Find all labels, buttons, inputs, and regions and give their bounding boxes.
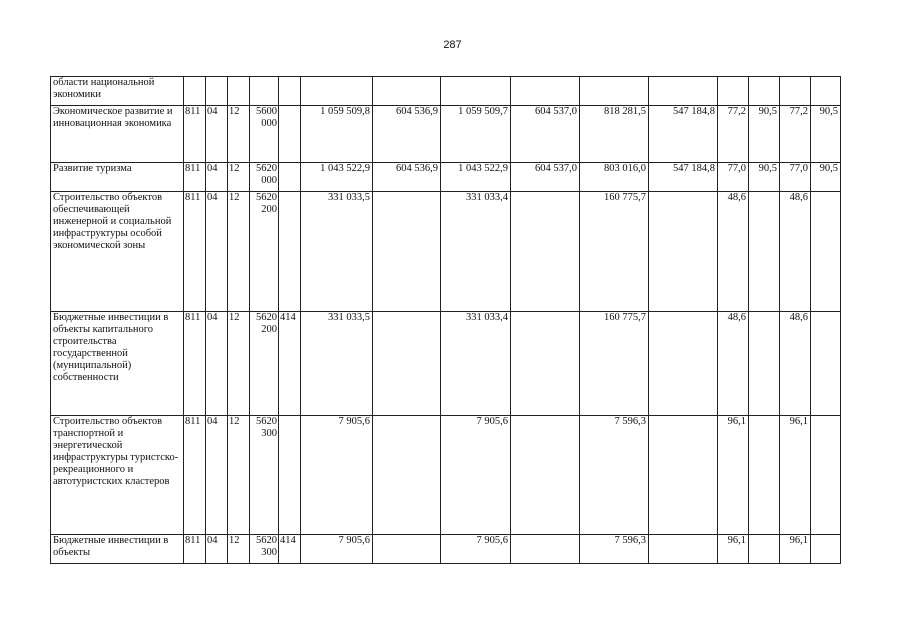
ved-code — [184, 77, 206, 106]
target-article-code: 5620 200 — [250, 312, 279, 416]
ved-code: 811 — [184, 312, 206, 416]
value-5: 818 281,5 — [580, 106, 649, 163]
percent-1: 77,0 — [718, 163, 749, 192]
ved-code: 811 — [184, 535, 206, 564]
percent-1: 96,1 — [718, 416, 749, 535]
value-3: 1 059 509,7 — [441, 106, 511, 163]
subsection-code: 12 — [228, 312, 250, 416]
value-5: 160 775,7 — [580, 192, 649, 312]
value-1: 1 043 522,9 — [301, 163, 373, 192]
percent-2 — [749, 312, 780, 416]
row-name: Экономическое развитие и инновационная экономика — [51, 106, 184, 163]
value-2 — [373, 192, 441, 312]
value-3: 1 043 522,9 — [441, 163, 511, 192]
value-4 — [511, 192, 580, 312]
percent-3 — [780, 77, 811, 106]
table-row — [51, 163, 841, 192]
percent-1: 48,6 — [718, 192, 749, 312]
percent-1: 48,6 — [718, 312, 749, 416]
percent-2 — [749, 416, 780, 535]
value-5: 803 016,0 — [580, 163, 649, 192]
percent-3: 48,6 — [780, 192, 811, 312]
value-3: 331 033,4 — [441, 192, 511, 312]
ved-code: 811 — [184, 416, 206, 535]
percent-4 — [811, 77, 841, 106]
value-2 — [373, 535, 441, 564]
subsection-code: 12 — [228, 192, 250, 312]
value-2: 604 536,9 — [373, 163, 441, 192]
percent-1: 77,2 — [718, 106, 749, 163]
percent-4 — [811, 312, 841, 416]
value-3: 331 033,4 — [441, 312, 511, 416]
expense-type-code — [279, 77, 301, 106]
value-6 — [649, 416, 718, 535]
value-1: 1 059 509,8 — [301, 106, 373, 163]
value-1: 331 033,5 — [301, 192, 373, 312]
percent-2 — [749, 77, 780, 106]
expense-type-code — [279, 416, 301, 535]
table-row — [51, 77, 841, 106]
section-code: 04 — [206, 312, 228, 416]
value-4 — [511, 535, 580, 564]
target-article-code: 5600 000 — [250, 106, 279, 163]
percent-1 — [718, 77, 749, 106]
value-4 — [511, 312, 580, 416]
ved-code: 811 — [184, 106, 206, 163]
subsection-code — [228, 77, 250, 106]
row-name: Развитие туризма — [51, 163, 184, 192]
ved-code: 811 — [184, 163, 206, 192]
percent-4 — [811, 535, 841, 564]
value-1: 7 905,6 — [301, 416, 373, 535]
subsection-code: 12 — [228, 106, 250, 163]
subsection-code: 12 — [228, 163, 250, 192]
value-6 — [649, 312, 718, 416]
table-row — [51, 312, 841, 416]
percent-3: 48,6 — [780, 312, 811, 416]
percent-3: 96,1 — [780, 416, 811, 535]
row-name: Бюджетные инвестиции в объекты капитального строительства государственной (муниципальной) собственности — [51, 312, 184, 416]
value-5: 7 596,3 — [580, 416, 649, 535]
percent-2: 90,5 — [749, 106, 780, 163]
table-row — [51, 535, 841, 564]
section-code: 04 — [206, 163, 228, 192]
value-5: 7 596,3 — [580, 535, 649, 564]
value-6 — [649, 77, 718, 106]
expense-type-code — [279, 163, 301, 192]
percent-4: 90,5 — [811, 163, 841, 192]
target-article-code: 5620 300 — [250, 416, 279, 535]
value-3: 7 905,6 — [441, 535, 511, 564]
value-6: 547 184,8 — [649, 163, 718, 192]
value-2 — [373, 312, 441, 416]
section-code: 04 — [206, 535, 228, 564]
value-3: 7 905,6 — [441, 416, 511, 535]
value-1 — [301, 77, 373, 106]
target-article-code — [250, 77, 279, 106]
percent-2: 90,5 — [749, 163, 780, 192]
value-5 — [580, 77, 649, 106]
value-3 — [441, 77, 511, 106]
value-4: 604 537,0 — [511, 163, 580, 192]
percent-3: 96,1 — [780, 535, 811, 564]
subsection-code: 12 — [228, 416, 250, 535]
percent-4 — [811, 192, 841, 312]
value-1: 7 905,6 — [301, 535, 373, 564]
percent-4 — [811, 416, 841, 535]
table-row — [51, 106, 841, 163]
page-number: 287 — [443, 39, 462, 51]
section-code: 04 — [206, 416, 228, 535]
section-code — [206, 77, 228, 106]
expense-type-code: 414 — [279, 535, 301, 564]
percent-1: 96,1 — [718, 535, 749, 564]
value-4 — [511, 416, 580, 535]
value-2 — [373, 416, 441, 535]
expense-type-code — [279, 192, 301, 312]
value-4: 604 537,0 — [511, 106, 580, 163]
row-name: Строительство объектов транспортной и энергетической инфраструктуры туристско-рекреационного и автотуристских кластеров — [51, 416, 184, 535]
value-6 — [649, 192, 718, 312]
section-code: 04 — [206, 192, 228, 312]
percent-4: 90,5 — [811, 106, 841, 163]
value-2 — [373, 77, 441, 106]
value-4 — [511, 77, 580, 106]
budget-table — [50, 76, 841, 564]
percent-3: 77,0 — [780, 163, 811, 192]
expense-type-code — [279, 106, 301, 163]
percent-2 — [749, 535, 780, 564]
ved-code: 811 — [184, 192, 206, 312]
table-row — [51, 192, 841, 312]
value-6: 547 184,8 — [649, 106, 718, 163]
row-name: Строительство объектов обеспечивающей инженерной и социальной инфраструктуры особой экономической зоны — [51, 192, 184, 312]
value-5: 160 775,7 — [580, 312, 649, 416]
value-2: 604 536,9 — [373, 106, 441, 163]
section-code: 04 — [206, 106, 228, 163]
target-article-code: 5620 000 — [250, 163, 279, 192]
percent-2 — [749, 192, 780, 312]
subsection-code: 12 — [228, 535, 250, 564]
value-6 — [649, 535, 718, 564]
target-article-code: 5620 200 — [250, 192, 279, 312]
row-name: Бюджетные инвестиции в объекты — [51, 535, 184, 564]
value-1: 331 033,5 — [301, 312, 373, 416]
table-row — [51, 416, 841, 535]
row-name: области национальной экономики — [51, 77, 184, 106]
expense-type-code: 414 — [279, 312, 301, 416]
percent-3: 77,2 — [780, 106, 811, 163]
target-article-code: 5620 300 — [250, 535, 279, 564]
